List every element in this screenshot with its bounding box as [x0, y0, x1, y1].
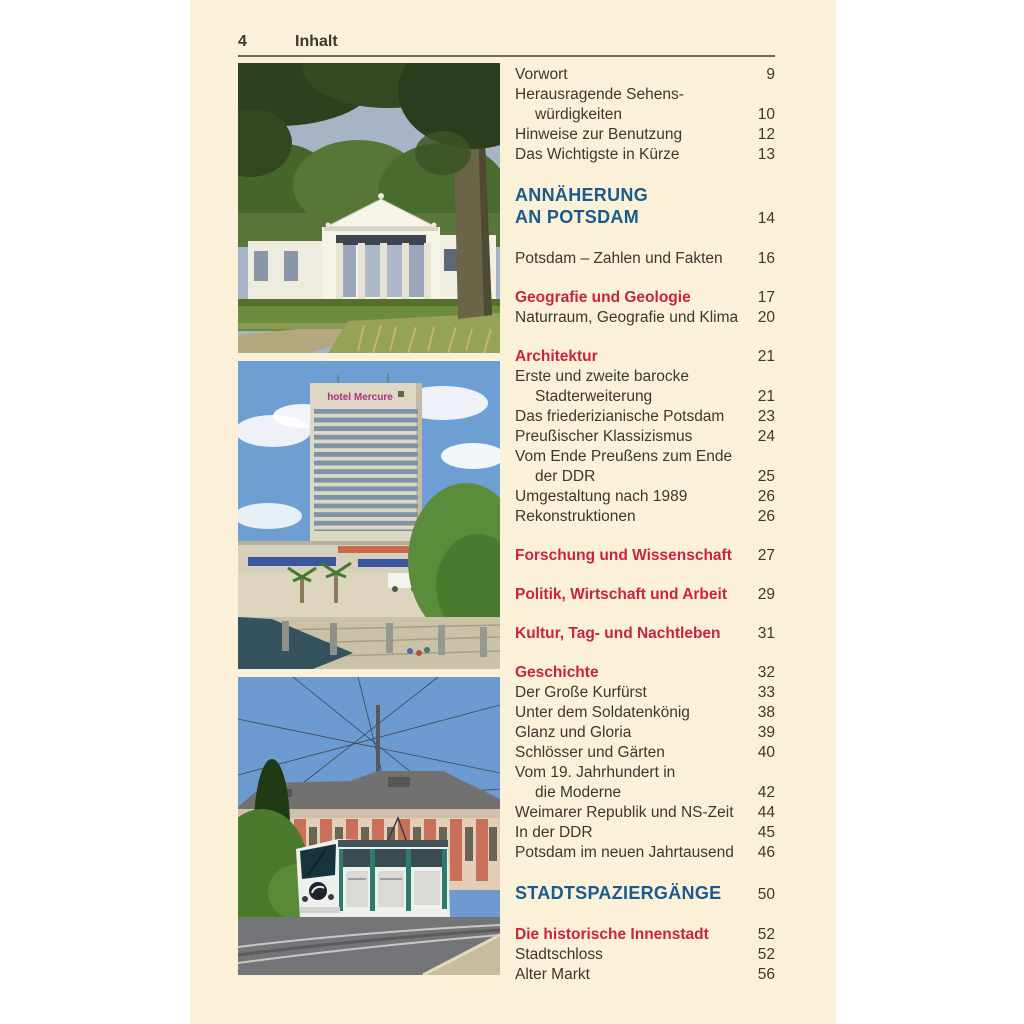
toc-row — [515, 585, 775, 605]
toc-entry — [515, 65, 775, 85]
photo-column — [238, 63, 500, 985]
toc-row — [515, 882, 775, 906]
toc-entry-label: Vorwort — [515, 66, 568, 83]
toc-row — [515, 206, 775, 230]
toc-entry-page-number: 14 — [757, 210, 775, 227]
toc-entry — [515, 925, 775, 945]
toc-row — [515, 347, 775, 367]
toc-entry-label: Das friederizianische Potsdam — [515, 408, 725, 425]
toc-row — [515, 925, 775, 945]
toc-entry-label: Stadterweiterung — [535, 388, 653, 405]
toc-entry-label: Weimarer Republik und NS-Zeit — [515, 804, 734, 821]
toc-row — [515, 763, 775, 783]
toc-entry-label: Stadtschloss — [515, 946, 603, 963]
toc-row — [515, 288, 775, 308]
toc-entry-label: die Moderne — [535, 784, 622, 801]
hotel-sign-text: hotel Mercure — [327, 392, 393, 403]
toc-entry-page-number: 40 — [757, 744, 775, 761]
two-column-layout — [238, 63, 775, 985]
toc-row — [515, 447, 775, 467]
toc-entry — [515, 308, 775, 328]
toc-entry — [515, 743, 775, 763]
toc-entry-label: Preußischer Klassizismus — [515, 428, 693, 445]
toc-row — [515, 823, 775, 843]
toc-row — [515, 803, 775, 823]
toc-entry-label: Vom Ende Preußens zum Ende — [515, 448, 733, 465]
toc-entry — [515, 624, 775, 644]
toc-row — [515, 249, 775, 269]
toc-entry — [515, 347, 775, 367]
book-page — [190, 0, 836, 1024]
toc-entry — [515, 843, 775, 863]
page-title: Inhalt — [295, 33, 338, 50]
photo-hotel-mercure — [238, 361, 500, 669]
toc-entry-label: Geschichte — [515, 664, 599, 681]
toc-entry-label: Unter dem Soldatenkönig — [515, 704, 690, 721]
toc-entry-page-number: 56 — [757, 966, 775, 983]
toc-row — [515, 487, 775, 507]
toc-entry-label: Potsdam – Zahlen und Fakten — [515, 250, 723, 267]
toc-row — [515, 546, 775, 566]
page-header — [238, 33, 775, 51]
toc-entry-label: AN POTSDAM — [515, 207, 639, 227]
toc-row — [515, 308, 775, 328]
toc-entry — [515, 723, 775, 743]
toc-entry-page-number: 24 — [757, 428, 775, 445]
toc-entry-label: Forschung und Wissenschaft — [515, 547, 732, 564]
toc-entry-page-number: 46 — [757, 844, 775, 861]
toc-entry-label: STADTSPAZIERGÄNGE — [515, 883, 722, 903]
toc-row — [515, 65, 775, 85]
toc-entry-label: Herausragende Sehens- — [515, 86, 684, 103]
toc-entry-label: Politik, Wirtschaft und Arbeit — [515, 586, 727, 603]
toc-entry — [515, 823, 775, 843]
page-content — [190, 0, 836, 985]
toc-entry-label: Der Große Kurfürst — [515, 684, 647, 701]
toc-row — [515, 965, 775, 985]
toc-row — [515, 184, 775, 206]
toc-entry-page-number: 33 — [757, 684, 775, 701]
toc-entry-label: Die historische Innenstadt — [515, 926, 709, 943]
toc-entry-label: Geografie und Geologie — [515, 289, 691, 306]
toc-entry-page-number: 23 — [757, 408, 775, 425]
toc-entry-page-number: 20 — [757, 309, 775, 326]
toc-entry — [515, 85, 775, 125]
toc-entry-page-number: 39 — [757, 724, 775, 741]
toc-entry-page-number: 31 — [757, 625, 775, 642]
toc-row — [515, 743, 775, 763]
toc-entry-page-number: 17 — [757, 289, 775, 306]
toc-row — [515, 723, 775, 743]
toc-entry-label: Alter Markt — [515, 966, 590, 983]
toc-row — [515, 624, 775, 644]
toc-entry-page-number: 27 — [757, 547, 775, 564]
toc-row — [515, 467, 775, 487]
toc-entry — [515, 367, 775, 407]
toc-row — [515, 843, 775, 863]
toc-entry — [515, 882, 775, 906]
header-rule — [238, 55, 775, 57]
toc-entry — [515, 125, 775, 145]
toc-row — [515, 507, 775, 527]
toc-row — [515, 945, 775, 965]
toc-entry — [515, 763, 775, 803]
toc-entry-page-number: 29 — [757, 586, 775, 603]
toc-entry — [515, 407, 775, 427]
toc-entry-page-number: 10 — [757, 106, 775, 123]
toc-entry-page-number: 21 — [757, 348, 775, 365]
toc-entry-page-number: 9 — [766, 66, 775, 83]
folio-number: 4 — [238, 33, 247, 50]
toc-entry — [515, 288, 775, 308]
toc-entry-label: Kultur, Tag- und Nachtleben — [515, 625, 721, 642]
toc-entry — [515, 703, 775, 723]
toc-row — [515, 367, 775, 387]
toc-entry-page-number: 42 — [757, 784, 775, 801]
toc-row — [515, 783, 775, 803]
toc-entry — [515, 249, 775, 269]
toc-entry — [515, 184, 775, 230]
photo-schloss-charlottenhof — [238, 63, 500, 353]
toc-entry-page-number: 16 — [757, 250, 775, 267]
toc-entry — [515, 145, 775, 165]
toc-entry-page-number: 13 — [757, 146, 775, 163]
toc-entry-label: Umgestaltung nach 1989 — [515, 488, 688, 505]
toc-entry-label: Rekonstruktionen — [515, 508, 636, 525]
toc-row — [515, 387, 775, 407]
toc-entry — [515, 427, 775, 447]
toc-row — [515, 125, 775, 145]
photo-tram-stadtschloss — [238, 677, 500, 975]
toc-row — [515, 427, 775, 447]
toc-entry — [515, 803, 775, 823]
toc-entry-page-number: 26 — [757, 488, 775, 505]
toc-entry-page-number: 21 — [757, 388, 775, 405]
toc-row — [515, 663, 775, 683]
toc-row — [515, 683, 775, 703]
toc-entry-label: würdigkeiten — [535, 106, 623, 123]
toc-entry-page-number: 45 — [757, 824, 775, 841]
toc-entry — [515, 585, 775, 605]
toc-entry — [515, 507, 775, 527]
toc-row — [515, 703, 775, 723]
toc-entry-page-number: 25 — [757, 468, 775, 485]
toc-entry-label: Schlösser und Gärten — [515, 744, 665, 761]
toc-entry-page-number: 50 — [757, 886, 775, 903]
toc-row — [515, 407, 775, 427]
toc-entry-page-number: 52 — [757, 946, 775, 963]
toc-entry-label: ANNÄHERUNG — [515, 185, 648, 205]
toc-row — [515, 145, 775, 165]
toc-entry-label: Vom 19. Jahrhundert in — [515, 764, 676, 781]
toc-entry-page-number: 38 — [757, 704, 775, 721]
toc-entry-label: Glanz und Gloria — [515, 724, 632, 741]
toc-entry-page-number: 12 — [757, 126, 775, 143]
toc-entry-page-number: 52 — [757, 926, 775, 943]
toc-row — [515, 105, 775, 125]
toc-entry-label: In der DDR — [515, 824, 593, 841]
toc-entry-label: Naturraum, Geografie und Klima — [515, 309, 739, 326]
toc-entry-page-number: 26 — [757, 508, 775, 525]
toc-entry-label: Architektur — [515, 348, 598, 365]
toc-entry-label: Erste und zweite barocke — [515, 368, 690, 385]
toc-entry — [515, 546, 775, 566]
toc-entry-label: Potsdam im neuen Jahrtausend — [515, 844, 734, 861]
toc-entry — [515, 683, 775, 703]
toc-row — [515, 85, 775, 105]
toc-entry-label: Das Wichtigste in Kürze — [515, 146, 680, 163]
toc-entry — [515, 945, 775, 965]
toc-entry-page-number: 44 — [757, 804, 775, 821]
toc-entry-label: der DDR — [535, 468, 596, 485]
toc-entry — [515, 447, 775, 487]
toc-entry — [515, 965, 775, 985]
toc-entry — [515, 663, 775, 683]
toc-entry — [515, 487, 775, 507]
toc-entry-page-number: 32 — [757, 664, 775, 681]
toc-list — [500, 63, 775, 985]
toc-entry-label: Hinweise zur Benutzung — [515, 126, 683, 143]
